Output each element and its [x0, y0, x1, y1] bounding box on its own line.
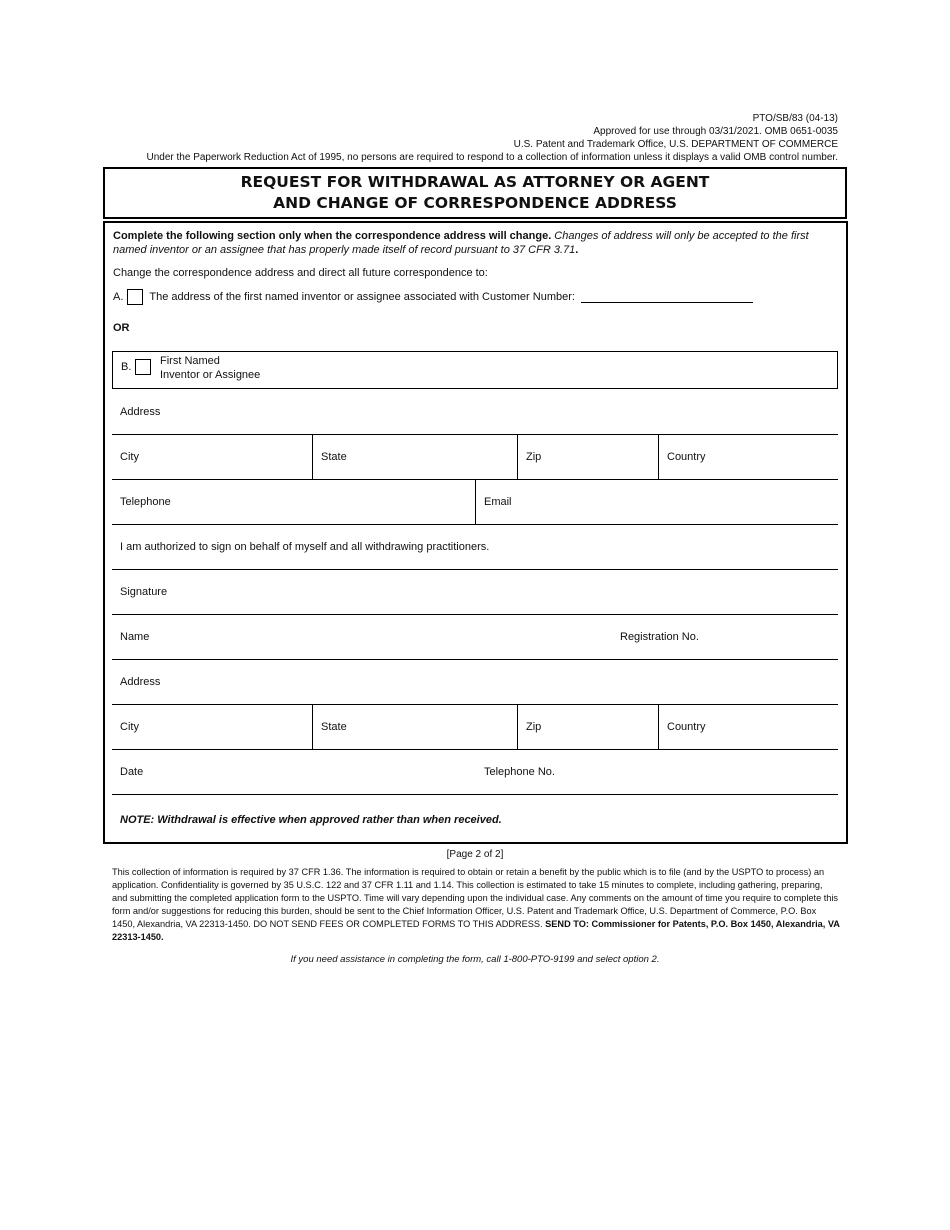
- practitioner-zip-field[interactable]: [517, 705, 658, 749]
- authorization-row: [112, 525, 838, 570]
- omb-approval: Approved for use through 03/31/2021. OMB 0651-0035: [593, 126, 838, 137]
- practitioner-country-label: Country: [667, 721, 706, 733]
- customer-number-field[interactable]: [581, 292, 753, 303]
- country-label: Country: [667, 451, 706, 463]
- name-label: Name: [120, 631, 150, 643]
- date-field[interactable]: [112, 750, 476, 794]
- city-state-row: [112, 435, 838, 480]
- section-instructions: [113, 229, 828, 257]
- title-line-2: AND CHANGE OF CORRESPONDENCE ADDRESS: [273, 194, 677, 212]
- instructions-end: .: [575, 244, 579, 256]
- option-b: [112, 351, 838, 389]
- option-a-checkbox[interactable]: [127, 289, 143, 305]
- email-field[interactable]: [475, 480, 838, 524]
- option-a: [113, 289, 753, 305]
- authorization-text: I am authorized to sign on behalf of myself and all withdrawing practitioners.: [120, 541, 490, 553]
- signature-row[interactable]: [112, 570, 838, 615]
- withdrawal-note: NOTE: Withdrawal is effective when approved rather than when received.: [120, 814, 502, 826]
- form-title: [103, 167, 847, 219]
- page-number: [Page 2 of 2]: [446, 849, 504, 860]
- name-field[interactable]: [112, 615, 612, 659]
- change-address-line: Change the correspondence address and direct all future correspondence to:: [113, 267, 488, 279]
- correspondence-section: [103, 221, 848, 844]
- signature-field[interactable]: [112, 570, 838, 614]
- practitioner-city-state-row: [112, 705, 838, 750]
- option-a-label: The address of the first named inventor or assignee associated with Customer Number:: [149, 291, 575, 303]
- zip-label: Zip: [526, 451, 542, 463]
- practitioner-address-field[interactable]: [112, 660, 838, 704]
- option-a-letter: A.: [113, 291, 124, 303]
- option-b-label-line-2: Inventor or Assignee: [160, 369, 261, 381]
- send-to-address: SEND TO: Commissioner for Patents, P.O. Box 1450, Alexandria, VA 22313-1450.: [112, 919, 840, 942]
- date-label: Date: [120, 766, 144, 778]
- option-b-checkbox[interactable]: [135, 359, 151, 375]
- practitioner-address-row[interactable]: [112, 660, 838, 705]
- title-line-1: REQUEST FOR WITHDRAWAL AS ATTORNEY OR AGENT: [240, 173, 710, 191]
- option-b-label-line-1: First Named: [160, 355, 220, 367]
- form-number: PTO/SB/83 (04-13): [752, 113, 838, 124]
- registration-field[interactable]: [612, 615, 838, 659]
- paperwork-notice: Under the Paperwork Reduction Act of 1995, no persons are required to respond to a collection of information unless it displays a valid OMB control number.: [146, 152, 838, 163]
- instructions-italic: Changes of address will only be accepted to the first named inventor or an assignee that has properly made itself of record pursuant to 37 CFR 3.71: [113, 230, 809, 256]
- practitioner-zip-label: Zip: [526, 721, 542, 733]
- name-registration-row: [112, 615, 838, 660]
- option-b-letter: B.: [121, 361, 132, 373]
- practitioner-state-field[interactable]: [312, 705, 517, 749]
- address-label: Address: [120, 406, 161, 418]
- assistance-line: If you need assistance in completing the form, call 1-800-PTO-9199 and select option 2.: [290, 954, 660, 965]
- country-field[interactable]: [658, 435, 838, 479]
- telephone-email-row: [112, 480, 838, 525]
- burden-text: This collection of information is required by 37 CFR 1.36. The information is required to obtain or retain a benefit by the public which is to file (and by the USPTO to process) an application. Confidentiality is governed by 35 U.S.C. 122 and 37 CFR 1.11 and 1.14. This collection is estimated to take 15 minutes to complete, including gathering, preparing, and submitting the completed application form to the USPTO. Time will vary depending upon the individual case. Any comments on the amount of time you require to complete this form and/or suggestions for reducing this burden, should be sent to the Chief Information Officer, U.S. Patent and Trademark Office, U.S. Department of Commerce, P.O. Box 1450, Alexandria, VA 22313-1450. DO NOT SEND FEES OR COMPLETED FORMS TO THIS ADDRESS.: [112, 867, 839, 929]
- address-field[interactable]: [112, 390, 838, 434]
- telephone-label: Telephone: [120, 496, 171, 508]
- city-label: City: [120, 451, 139, 463]
- telephone-no-field[interactable]: [476, 750, 838, 794]
- date-telephone-row: [112, 750, 838, 795]
- state-label: State: [321, 451, 347, 463]
- burden-statement: [112, 866, 840, 944]
- practitioner-city-field[interactable]: [112, 705, 312, 749]
- authorization-statement: [112, 525, 838, 569]
- address-row[interactable]: [112, 390, 838, 435]
- state-field[interactable]: [312, 435, 517, 479]
- practitioner-address-label: Address: [120, 676, 161, 688]
- telephone-no-label: Telephone No.: [484, 766, 555, 778]
- option-b-label: [160, 354, 260, 382]
- telephone-field[interactable]: [112, 480, 475, 524]
- registration-label: Registration No.: [620, 631, 699, 643]
- instructions-bold: Complete the following section only when the correspondence address will change.: [113, 230, 552, 242]
- or-label: OR: [113, 322, 130, 334]
- signature-label: Signature: [120, 586, 168, 598]
- agency-line: U.S. Patent and Trademark Office, U.S. DEPARTMENT OF COMMERCE: [513, 139, 838, 150]
- city-field[interactable]: [112, 435, 312, 479]
- zip-field[interactable]: [517, 435, 658, 479]
- practitioner-city-label: City: [120, 721, 139, 733]
- practitioner-country-field[interactable]: [658, 705, 838, 749]
- practitioner-state-label: State: [321, 721, 347, 733]
- email-label: Email: [484, 496, 512, 508]
